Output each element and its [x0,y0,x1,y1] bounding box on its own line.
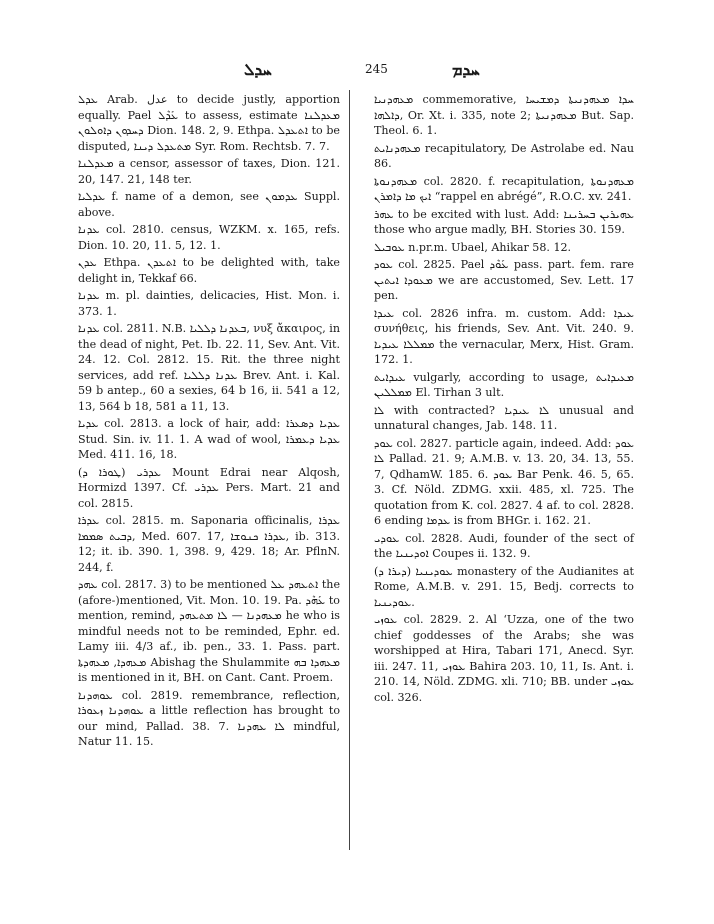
right-column [374,92,634,707]
entry-custom: ܥܝܕܐ col. 2826 infra. m. custom. Add: ܥܝܕܐ συνήθεις, his friends, Sev. Ant. Vit. 240. 9. ܡܡܠܠܐ ܥܝܕܝܐ the vernacular, Merx, Hist. Gram. 172. 1. [374,306,635,366]
entry-excited-lust: ܥܗܪ to be excited with lust. Add: ܥܗܝܪܝܢ ܒܚܪܝܢܐ those who argue madly, BH. Stories 30. 159. [374,207,634,236]
entry-al-uzza: ܥܘܙܝ col. 2829. 2. Al ‘Uzza, one of the two chief goddesses of the Arabs; she was worshipped at Hira, Tabari 171, Anecd. Syr. iii. 247. 11, ܥܘܙܝ Bahira 203. 10, 11, Is. Ant. i. 210. 14, Nöld. ZDMG. xli. 710; BB. under ܥܘܙܝ col. 326. [374,613,635,704]
entry-census: ܥܕܢܐ col. 2810. census, WZKM. x. 165, refs. Dion. 10. 20, 11. 5, 12. 1. [78,223,340,252]
entry-censor: ܡܥܕܠܢܐ a censor, assessor of taxes, Dion. 121. 20, 147. 21, 148 ter. [78,157,340,186]
entry-vulgarly: ܥܝܕܐܝܬ vulgarly, according to usage, ܡܥܝܕܐܝܬ ܡܡܠܠܝܢ El. Tirhan 3 ult. [374,370,634,399]
entry-adal: ܥܕܠ Arab. عدل to decide justly, apportion equally. Pael ܥܰܕܶܠ to assess, estimate ܡܥܕܠܢܐ ܕܚܕܘܢ ܕܐܘܠܘܢ Dion. 148. 2, 9. Ethpa. ܐܬܥܕܠ to be disputed, ܡܬܥܕܠ ܕܝܢܐ Syr. Rom. Rechtsb. 7. 7. [78,93,340,153]
entry-mentioned: ܥܗܕ col. 2817. 3) to be mentioned ܐܬܥܗܕ ܥܠ the (afore-)mentioned, Vit. Mon. 10. 19. Pa. ܥܰܗܶܕ to mention, remind, ܡܥܗܕܢܐ — ܠܐ ܡܬܥܗܕ he who is mindful needs not to be reminded, Ephr. ed. Lamy iii. 4/3 af., ib. pen., 33. 1. Pass. part. ܡܥܗܕܐ, ܡܥܗܕܬܐ Abishag the Shulammite ܡܥܗܕܐ ܒܗ is mentioned in it, BH. on Cant. Cant. Proem. [78,578,341,684]
entry-unusual: ܠܐ with contracted? ܠܐ ܥܝܕܝܐ unusual and unnatural changes, Jab. 148. 11. [374,403,634,432]
entry-commemorative: ܡܥܗܕܢܝܐ commemorative, ܚܕܐ ܡܥܗܕܢܝܬܐ ܕܡܫܝܚܐ ܕܐܠܗܐ, Or. Xt. i. 335, note 2; ܡܥܗܕܢܝܬܐ But. Sap. Theol. 6. 1. [374,93,634,137]
entry-recapitulation: ܡܥܗܕܢܘܬܐ col. 2820. f. recapitulation, ܡܥܗܕܢܘܬܐ ܐܝܟ ܡܐ ܕܐܡܪܢ “rappel en abrégé”, R.O.C. xv. 241. [374,174,634,203]
entry-saponaria: ܥܕܪܐ col. 2815. m. Saponaria officinalis, ܥܕܪܐ ܕܒܝܬ ܣܡܡܐ, Med. 607. 17, ܥܕܪܐ ܟܢܘܫܐ, ib. 313. 12; it. ib. 390. 1, 398. 9, 429. 18; Ar. PflnN. 244, f. [78,514,340,574]
entry-audi: ܥܘܕܝ col. 2828. Audi, founder of the sect of the ܐܘܕܝܢܝܐ Coupes ii. 132. 9. [374,531,634,560]
entry-demon: ܥܕܠܝܐ f. name of a demon, see ܥܕܡܘܢ Suppl. above. [78,190,340,219]
column-divider [349,90,350,850]
page-number: 245 [365,62,388,76]
entry-ethpa-delight: ܥܕܢ Ethpa. ܐܬܥܕܢ to be delighted with, take delight in, Tekkaf 66. [78,256,340,285]
page-header [92,60,637,84]
left-column [78,92,340,752]
entry-night: ܥܕܢܐ col. 2811. N.B. ܒܥܕܢܐ ܕܠܠܝܐ, νυξ ἄκαιρος, in the dead of night, Pet. Ib. 22. 11, Sev. Ant. Vit. 24. 12. Col. 2812. 15. Rit. the three night services, add ref. ܥܕܢܐ ܕܠܠܝܐ Brev. Ant. i. Kal. 59 b antep., 60 a sexies, 64 b 16, ii. 541 a 12, 13, 564 b 18, 581 a 11, 13. [78,322,340,413]
entry-recapitulatory: ܡܥܗܕܢܐܝܬ recapitulatory, De Astrolabe ed. Nau 86. [374,141,634,170]
entry-accustomed: ܥܘܕ col. 2825. Pael ܥܰܘܶܕ pass. part. fem. rare ܡܥܘܕܐ ܐܝܬܝܢ we are accustomed, Sev. Lett. 17 pen. [374,258,634,302]
entry-audianites: ܥܘܕܝܢܝܐ (ܕܝܪܐ ܕ) monastery of the Audianites at Rome, A.M.B. v. 291. 15, Bedj. corrects to ܥܘܕܝܢܝܐ. [374,564,635,609]
header-right-word: ܚܕܡ [452,60,480,79]
entry-mount-edrai: ܥܕܪܝ (ܛܘܪܐ ܕ) Mount Edrai near Alqosh, Hormizd 1397. Cf. ܥܕܪܝ Pers. Mart. 21 and col. 2815. [78,465,341,510]
entry-remembrance: ܥܘܗܕܢܐ col. 2819. remembrance, reflection, ܥܘܗܕܢܐ ܙܥܘܪܐ a little reflection has brought to our mind, Pallad. 38. 7. ܠܐ ܥܗܕܢܐ mindful, Natur 11. 15. [78,688,340,748]
header-left-word: ܚܕܠ [244,60,272,79]
entry-ubael: ܥܘܒܝܠ n.pr.m. Ubael, Ahikar 58. 12. [374,240,572,254]
entry-again: ܥܘܕ col. 2827. particle again, indeed. Add: ܥܘܕ ܠܐ Pallad. 21. 9; A.M.B. v. 13. 20, 34. 13, 55. 7, QdhamW. 185. 6. ܥܘܕ Bar Penk. 46. 5, 65. 3. Cf. Nöld. ZDMG. xxii. 485, xl. 725. The quotation from K. col. 2827. 4 af. to col. 2828. 6 ending ܥܕܡܐ is from BHGr. i. 162. 21. [374,436,634,527]
entry-lock-of-hair: ܥܕܝܐ col. 2813. a lock of hair, add: ܥܕܝܐ ܕܣܥܪܐ Stud. Sin. iv. 11. 1. A wad of wool, ܥܕܝܐ ܕܥܡܪܐ Med. 411. 16, 18. [78,417,341,461]
entry-dainties: ܥܕܢܐ m. pl. dainties, delicacies, Hist. Mon. i. 373. 1. [78,289,340,318]
